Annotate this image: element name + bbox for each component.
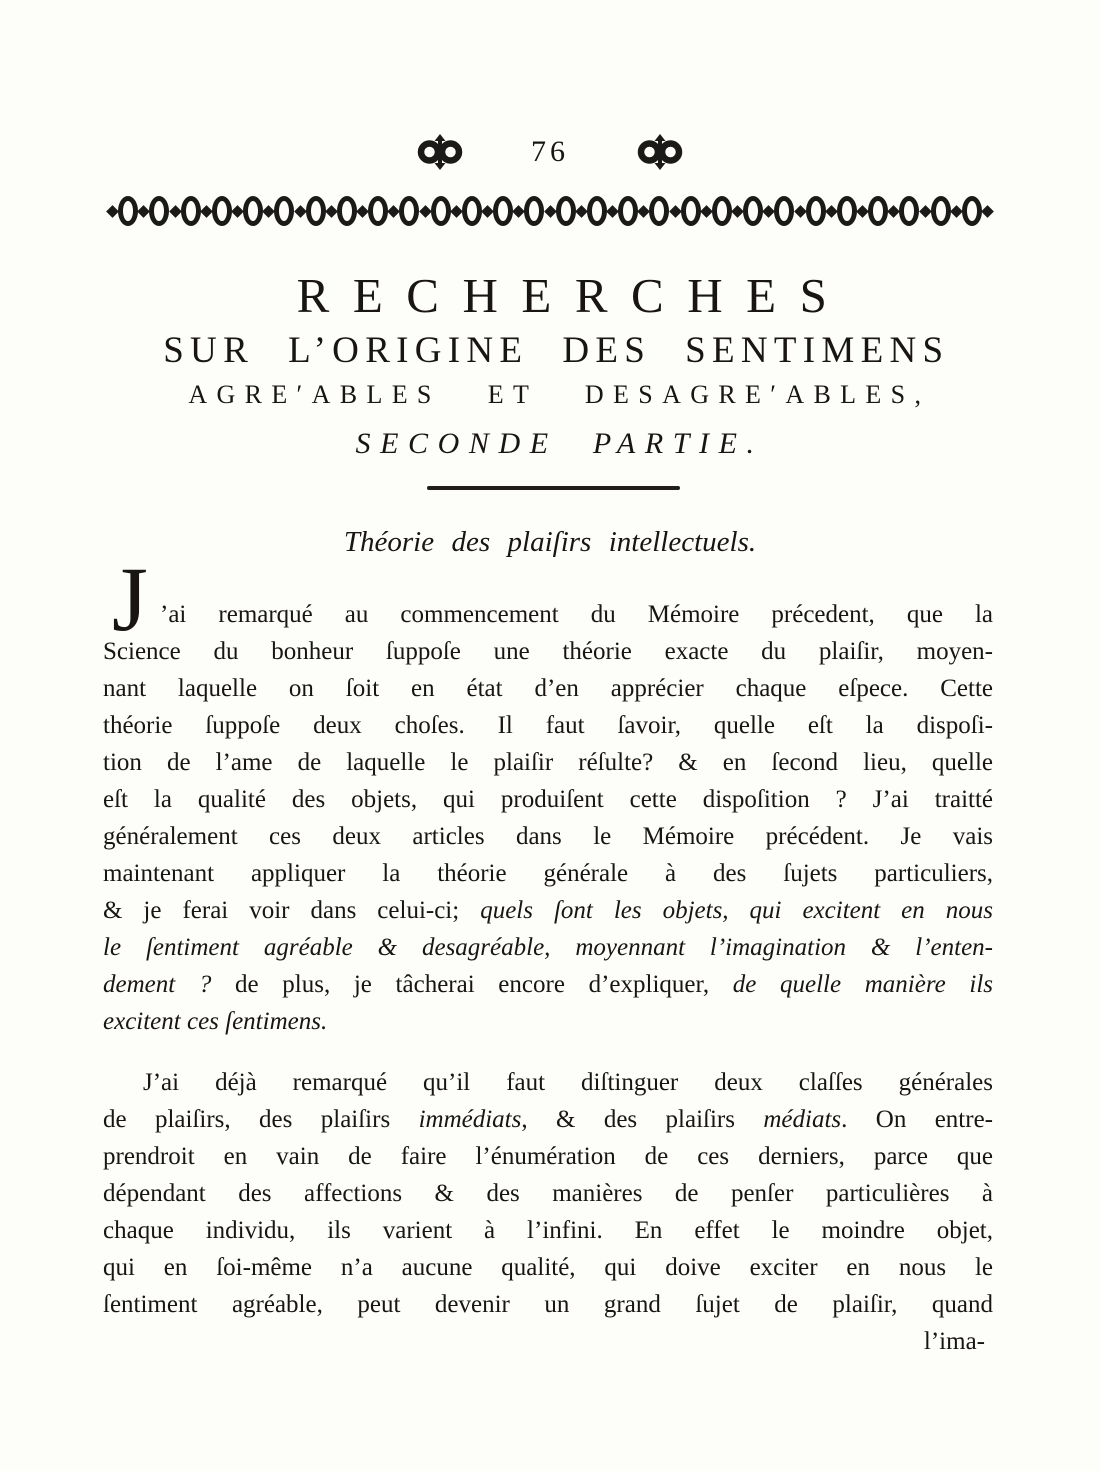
ornament-oval-icon [806,196,826,226]
ornament-diamond-icon [762,205,775,218]
text-line [103,707,993,744]
roman-text: nant laquelle on ſoit en état d’en apprécier chaque eſpece. Cette [103,675,993,702]
ornament-diamond-icon [419,205,432,218]
roman-text: tion de l’ame de laquelle le plaiſir réſulte? & en ſecond lieu, quelle [103,749,993,776]
italic-text: quels ſont les objets, qui excitent en nous [480,897,993,924]
ornament-oval-icon [368,196,388,226]
text-line [103,596,993,633]
ornament-diamond-icon [356,205,369,218]
ornament-diamond-icon [919,205,932,218]
ornament-diamond-icon [450,205,463,218]
text-line [103,966,993,1003]
ornament-diamond-icon [481,205,494,218]
roman-text: prendroit en vain de faire l’énumération de ces derniers, parce que [103,1143,993,1170]
ornament-diamond-icon [794,205,807,218]
roman-text: de plaiſirs, des plaiſirs [103,1106,419,1133]
fleuron-icon [417,134,463,170]
ornament-oval-icon [462,196,482,226]
ornament-diamond-icon [200,205,213,218]
ornament-diamond-icon [262,205,275,218]
roman-text: dépendant des affections & des manières de penſer particulières à [103,1180,993,1207]
ornament-oval-icon [493,196,513,226]
roman-text: . On entre- [841,1106,993,1133]
roman-text: Science du bonheur ſuppoſe une théorie exacte du plaiſir, moyen- [103,638,993,665]
ornament-diamond-icon [325,205,338,218]
ornament-oval-icon [618,196,638,226]
italic-text: excitent ces ſentimens. [103,1008,328,1035]
ornament-diamond-icon [637,205,650,218]
ornament-oval-icon [899,196,919,226]
ornament-diamond-icon [606,205,619,218]
roman-text: qui en ſoi-même n’a aucune qualité, qui doive exciter en nous le [103,1254,993,1281]
text-line [103,1175,993,1212]
italic-text: dement ? [103,971,236,998]
text-line [103,1138,993,1175]
section-heading: Théorie des plaiſirs intellectuels. [343,526,757,558]
ornament-oval-icon [681,196,701,226]
italic-text: de quelle manière ils [732,971,994,998]
ornament-oval-icon [587,196,607,226]
roman-text: J’ai déjà remarqué qu’il faut diſtinguer deux claſſes générales [143,1069,993,1096]
ornament-diamond-icon [669,205,682,218]
ornament-diamond-icon [981,205,994,218]
ornament-diamond-icon [169,205,182,218]
text-line [103,744,993,781]
ornament-diamond-icon [575,205,588,218]
ornament-oval-icon [399,196,419,226]
title-line-3: AGRE′ABLES ET DESAGRE′ABLES, [188,380,931,409]
title-line-2: SUR L’ORIGINE DES SENTIMENS [163,330,950,371]
text-line [103,818,993,855]
body-text [103,548,994,1360]
roman-text: ’ai remarqué au commencement du Mémoire précedent, que la [160,601,993,628]
text-line [103,892,993,929]
text-line [103,1212,993,1249]
running-head [0,134,1100,170]
roman-text: de plus, je tâcherai encore d’expliquer, [235,971,733,998]
ornament-oval-icon [181,196,201,226]
ornament-oval-icon [337,196,357,226]
ornament-diamond-icon [387,205,400,218]
text-line [103,929,993,966]
text-line [103,1003,993,1040]
text-line [103,633,993,670]
italic-text: médiats [763,1106,842,1133]
roman-text: , & des plaiſirs [521,1106,764,1133]
roman-text: maintenant appliquer la théorie générale à des ſujets particuliers, [103,860,993,887]
page-number: 76 [531,135,569,168]
ornament-oval-icon [149,196,169,226]
ornament-oval-icon [712,196,732,226]
paragraph [103,1064,993,1323]
italic-text: immédiats [418,1106,522,1133]
ornament-oval-icon [774,196,794,226]
ornament-oval-icon [524,196,544,226]
ornament-oval-icon [431,196,451,226]
paragraph [103,596,993,1040]
ornament-oval-icon [306,196,326,226]
ornament-oval-icon [243,196,263,226]
text-line [103,1064,993,1101]
ornament-oval-icon [962,196,982,226]
catchword: l’ima- [923,1328,985,1355]
ornament-oval-icon [118,196,138,226]
ornament-oval-icon [649,196,669,226]
roman-text: & je ferai voir dans celui-ci; [103,897,481,924]
ornament-oval-icon [743,196,763,226]
ornament-diamond-icon [887,205,900,218]
title-line-4: SECONDE PARTIE. [355,427,764,460]
ornament-oval-icon [837,196,857,226]
text-line [103,781,993,818]
ornament-diamond-icon [950,205,963,218]
ornament-diamond-icon [856,205,869,218]
ornament-oval-icon [931,196,951,226]
roman-text: ſentiment agréable, peut devenir un grand ſujet de plaiſir, quand [103,1291,993,1318]
ornament-band [108,192,992,230]
italic-text: le ſentiment agréable & desagréable, moyennant l’imagination & l’enten- [103,934,993,961]
roman-text: généralement ces deux articles dans le Mémoire précédent. Je vais [103,823,993,850]
text-line [103,1286,993,1323]
roman-text: théorie ſuppoſe deux choſes. Il faut ſavoir, quelle eſt la dispoſi- [103,712,993,739]
ornament-diamond-icon [731,205,744,218]
text-line [103,1249,993,1286]
dropcap-initial: J [112,548,148,650]
ornament-oval-icon [274,196,294,226]
text-line [103,855,993,892]
title-rule [427,486,680,490]
ornament-diamond-icon [137,205,150,218]
ornament-oval-icon [868,196,888,226]
ornament-oval-icon [556,196,576,226]
roman-text: chaque individu, ils varient à l’infini. En effet le moindre objet, [103,1217,993,1244]
ornament-diamond-icon [512,205,525,218]
text-line [103,1101,993,1138]
ornament-diamond-icon [294,205,307,218]
title-line-1: RECHERCHES [296,268,851,323]
ornament-diamond-icon [106,205,119,218]
roman-text: eſt la qualité des objets, qui produiſent cette dispoſition ? J’ai traitté [103,786,993,813]
ornament-diamond-icon [700,205,713,218]
text-line [103,670,993,707]
ornament-oval-icon [212,196,232,226]
ornament-diamond-icon [825,205,838,218]
fleuron-icon [637,134,683,170]
ornament-diamond-icon [544,205,557,218]
ornament-diamond-icon [231,205,244,218]
